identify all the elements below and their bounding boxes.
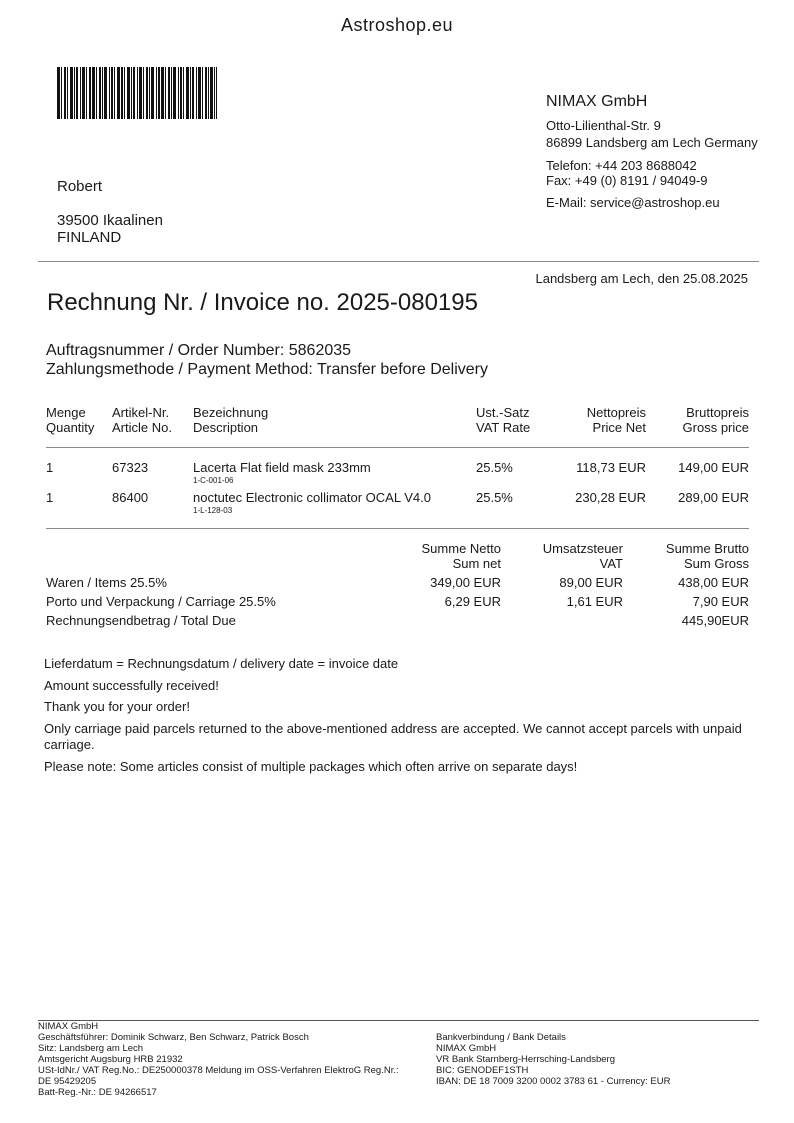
row-net: 118,73 EUR <box>576 460 646 475</box>
site-name: Astroshop.eu <box>340 15 454 35</box>
sender-email: E-Mail: service@astroshop.eu <box>546 195 720 210</box>
table-header-rule <box>46 447 749 448</box>
recipient-country: FINLAND <box>57 229 122 246</box>
summary-net: 349,00 EUR <box>430 575 501 590</box>
note-amount-received: Amount successfully received! <box>44 678 219 693</box>
invoice-title: Rechnung Nr. / Invoice no. 2025-080195 <box>47 289 478 316</box>
row-description: Lacerta Flat field mask 233mm <box>193 460 371 475</box>
total-label: Rechnungsendbetrag / Total Due <box>46 613 236 628</box>
sender-fax: Fax: +49 (0) 8191 / 94049-9 <box>546 173 708 188</box>
row-net: 230,28 EUR <box>575 490 646 505</box>
row-article: 67323 <box>112 460 149 475</box>
th-price-net: Nettopreis Price Net <box>586 405 646 435</box>
row-article: 86400 <box>112 490 149 505</box>
row-vat: 25.5% <box>476 460 513 475</box>
row-gross: 289,00 EUR <box>678 490 749 505</box>
table-bottom-rule <box>46 528 749 529</box>
summary-vat: 89,00 EUR <box>559 575 623 590</box>
note-packages: Please note: Some articles consist of multiple packages which often arrive on separate days! <box>44 759 578 774</box>
row-gross: 149,00 EUR <box>678 460 749 475</box>
footer-divider <box>38 1020 759 1021</box>
footer-legal: Geschäftsführer: Dominik Schwarz, Ben Schwarz, Patrick Bosch Sitz: Landsberg am Lech Amtsgericht Augsburg HRB 21932 USt-IdNr./ VAT Reg.No.: DE250000378 Meldung im OSS-Verfahren ElektroG Reg.Nr.: DE 95429205 Batt-Reg.-Nr.: DE 94266517 <box>38 1032 399 1098</box>
th-gross-price: Bruttopreis Gross price <box>682 405 749 435</box>
sender-street: Otto-Lilienthal-Str. 9 <box>546 118 661 133</box>
row-qty: 1 <box>46 460 54 475</box>
th-article: Artikel-Nr. Article No. <box>112 405 172 435</box>
summary-label: Waren / Items 25.5% <box>46 575 167 590</box>
note-thank-you: Thank you for your order! <box>44 699 190 714</box>
footer-bank-details: Bankverbindung / Bank Details NIMAX GmbH VR Bank Starnberg-Herrsching-Landsberg BIC: GENODEF1STH IBAN: DE 18 7009 3200 0002 3783 61 - Currency: EUR <box>436 1032 671 1087</box>
order-number: Auftragsnummer / Order Number: 5862035 <box>46 342 352 359</box>
summary-net: 6,29 EUR <box>444 594 501 609</box>
total-value: 445,90EUR <box>681 613 749 628</box>
sum-gross-header: Summe Brutto Sum Gross <box>665 541 749 571</box>
note-delivery-date: Lieferdatum = Rechnungsdatum / delivery date = invoice date <box>44 656 399 671</box>
sum-vat-header: Umsatzsteuer VAT <box>542 541 623 571</box>
row-storage-code: 1-C-001-06 <box>193 476 234 485</box>
sender-city: 86899 Landsberg am Lech Germany <box>546 135 758 150</box>
th-vat-rate: Ust.-Satz VAT Rate <box>476 405 531 435</box>
summary-gross: 438,00 EUR <box>678 575 749 590</box>
place-date: Landsberg am Lech, den 25.08.2025 <box>535 271 748 286</box>
th-description: Bezeichnung Description <box>193 405 269 435</box>
footer-company: NIMAX GmbH <box>38 1021 99 1032</box>
row-qty: 1 <box>46 490 54 505</box>
row-storage-code: 1-L-128-03 <box>193 506 233 515</box>
summary-gross: 7,90 EUR <box>692 594 749 609</box>
summary-label: Porto und Verpackung / Carriage 25.5% <box>46 594 276 609</box>
sender-name: NIMAX GmbH <box>546 93 648 110</box>
sender-phone: Telefon: +44 203 8688042 <box>546 158 697 173</box>
summary-vat: 1,61 EUR <box>566 594 623 609</box>
payment-method: Zahlungsmethode / Payment Method: Transfer before Delivery <box>46 361 488 378</box>
divider <box>38 261 759 262</box>
recipient-city: 39500 Ikaalinen <box>57 212 163 229</box>
note-returns: Only carriage paid parcels returned to the above-mentioned address are accepted. We cannot accept parcels with unpaid carriage. <box>44 721 742 752</box>
th-quantity: Menge Quantity <box>46 405 95 435</box>
row-description: noctutec Electronic collimator OCAL V4.0 <box>193 490 431 505</box>
recipient-name: Robert <box>57 178 103 195</box>
barcode <box>57 67 217 119</box>
sum-net-header: Summe Netto Sum net <box>421 541 501 571</box>
row-vat: 25.5% <box>476 490 513 505</box>
